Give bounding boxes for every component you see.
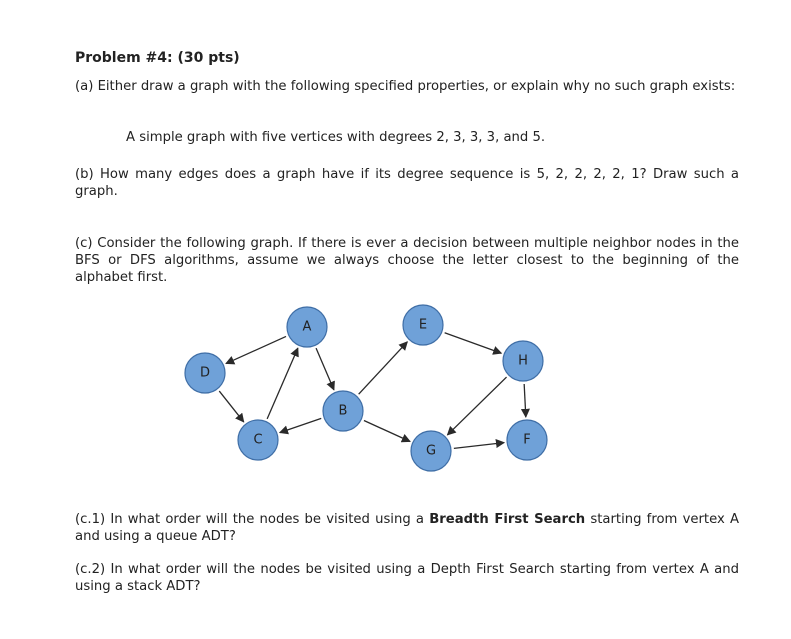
part-c1-question [75, 511, 739, 545]
edge-h-g [447, 377, 506, 435]
edge-b-g [364, 421, 410, 442]
edge-e-h [445, 333, 502, 353]
node-label: B [338, 403, 348, 419]
part-a-question: (a) Either draw a graph with the following specified properties, or explain why no such graph exists: [75, 79, 736, 94]
part-c2-question: (c.2) In what order will the nodes be visited using a Depth First Search starting from vertex A and using a stack ADT? [75, 562, 739, 594]
node-d [185, 353, 225, 393]
node-label: G [425, 443, 437, 459]
node-h [503, 341, 543, 381]
part-c-question: (c) Consider the following graph. If there is ever a decision between multiple neighbor nodes in the BFS or DFS algorithms, assume we always choose the letter closest to the beginning of the alphabet first. [75, 236, 739, 285]
edge-d-c [219, 391, 243, 422]
edge-a-d [226, 336, 286, 363]
node-f [507, 420, 547, 460]
edge-b-c [280, 418, 321, 432]
node-label: D [199, 365, 211, 381]
part-c1-suffix: starting from vertex A and using a queue ADT? [75, 512, 739, 544]
graph-nodes [185, 305, 547, 471]
node-label: A [302, 319, 312, 335]
part-c1-bold-term: Breadth First Search [429, 512, 586, 527]
edge-h-f [524, 384, 526, 417]
node-label: E [418, 317, 428, 333]
edge-c-a [267, 348, 298, 419]
node-label: C [253, 432, 263, 448]
edge-a-b [316, 348, 334, 390]
part-a-graph-spec: A simple graph with five vertices with degrees 2, 3, 3, 3, and 5. [126, 130, 546, 145]
node-a [287, 307, 327, 347]
edge-g-f [454, 443, 504, 449]
node-label: H [518, 353, 528, 369]
node-g [411, 431, 451, 471]
node-e [403, 305, 443, 345]
node-b [323, 391, 363, 431]
problem-title: Problem #4: (30 pts) [75, 50, 240, 66]
part-c1-prefix: (c.1) In what order will the nodes be visited using a [75, 512, 430, 527]
node-label: F [523, 432, 531, 448]
edge-b-e [359, 342, 408, 394]
part-b-question: (b) How many edges does a graph have if its degree sequence is 5, 2, 2, 2, 2, 1? Draw such a graph. [75, 167, 739, 199]
node-c [238, 420, 278, 460]
